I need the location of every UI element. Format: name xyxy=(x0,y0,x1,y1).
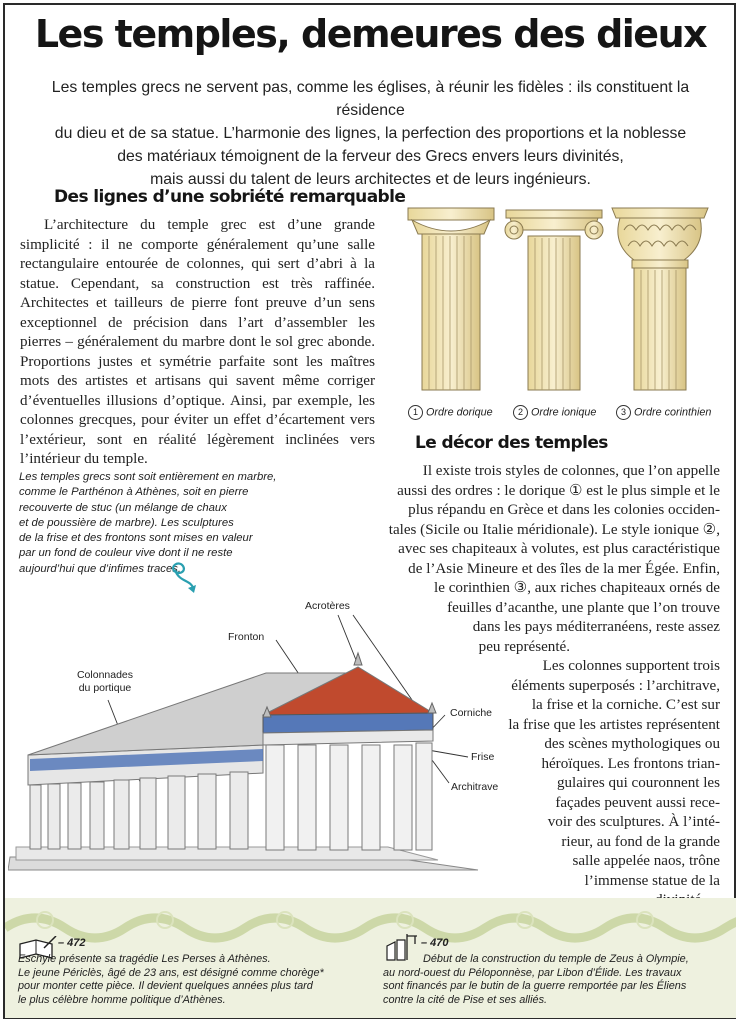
footer-right-text xyxy=(383,953,728,1008)
intro-line: du dieu et de sa statue. L’harmonie des lignes, la perfection des proportions et la noblesse xyxy=(54,125,687,142)
body-line: la frise et la corniche. C’est sur xyxy=(531,697,720,713)
body-line: le corinthien ③, aux riches chapiteaux ornés de xyxy=(434,580,720,596)
body-line: avec ses chapiteaux à volutes, est plus caractéristique xyxy=(398,541,720,557)
intro-paragraph xyxy=(22,76,719,191)
label-line: du portique xyxy=(78,682,132,694)
column-label: Ordre corinthien xyxy=(634,406,712,419)
footer-line: Le jeune Périclès, âgé de 23 ans, est désigné comme chorège* xyxy=(18,966,324,979)
footer-line: contre la cité de Pise et ses alliés. xyxy=(383,994,548,1007)
number-badge: 3 xyxy=(616,405,631,420)
section-heading-decor: Le décor des temples xyxy=(415,433,608,453)
body-line: la frise que les artistes représentent xyxy=(508,716,720,733)
body-line: des scènes mythologiques ou xyxy=(544,736,720,752)
caption-line: comme le Parthénon à Athènes, soit en pierre xyxy=(19,486,249,499)
intro-line: Les temples grecs ne servent pas, comme les églises, à réunir les fidèles : ils constituent la résidence xyxy=(51,79,690,119)
column-label: Ordre ionique xyxy=(531,406,597,419)
body-line: dans les pays méditerranéens, reste assez xyxy=(472,619,720,635)
number-badge: 1 xyxy=(408,405,423,420)
number-badge: 2 xyxy=(513,405,528,420)
footer-line: au nord-ouest du Péloponnèse, par Libon d’Élide. Les travaux xyxy=(383,966,682,979)
body-line: feuilles d’acanthe, une plante que l’on trouve xyxy=(447,599,720,616)
section-heading-lignes: Des lignes d’une sobriété remarquable xyxy=(54,187,406,207)
spiral-arrow-icon xyxy=(165,558,205,598)
footer-right-year: – 470 xyxy=(421,937,449,949)
body-line: héroïques. Les frontons trian- xyxy=(541,755,720,772)
body-line: façades peuvent aussi rece- xyxy=(555,794,720,811)
corinthian-column xyxy=(612,208,708,390)
label-corinthian xyxy=(616,405,711,420)
footer-line: sont financés par le butin de la guerre remportée par les Éliens xyxy=(383,980,687,993)
column-orders-illustration xyxy=(398,200,718,400)
label-frise: Frise xyxy=(471,751,495,763)
label-line: Colonnades xyxy=(76,669,134,681)
label-architrave: Architrave xyxy=(451,781,499,793)
label-acroteres: Acrotères xyxy=(305,600,350,612)
label-doric xyxy=(408,405,493,420)
footer-left-year: – 472 xyxy=(58,937,86,949)
section-body-lignes: L’architecture du temple grec est d’une grande simplicité : il ne comporte généralement qu’une salle rectangulaire entourée de colonnes, qui sert d’abri à la statue. Cependant, sa construction est très raffinée. Architectes et tailleurs de pierre font preuve d’un sens exceptionnel de précision dans l’art d’assembler les pierres – généralement du marbre dont le sol grec abonde. Proportions justes et symétrie parfaite sont les maîtres mots des artistes et artisans qui savent même corriger d’éventuelles illusions d’optique. Ainsi, par exemple, les colonnes grecques, pour éviter un effet d’écartement vers l’extérieur, sont en réalité légèrement inclinées vers l’intérieur du temple. xyxy=(20,217,375,467)
footer-line: pour monter cette pièce. Il devient quelques années plus tard xyxy=(18,980,313,993)
body-line: plus répandu en Grèce et dans les colonies occiden- xyxy=(408,502,720,518)
footer-left-text xyxy=(18,953,348,1008)
caption-line: Les temples grecs sont soit entièrement en marbre, xyxy=(19,471,277,483)
footer-line: Eschyle présente sa tragédie Les Perses à Athènes. xyxy=(18,953,271,965)
intro-line: mais aussi du talent de leurs architectes et de leurs ingénieurs. xyxy=(150,171,591,188)
caption-line: de la frise et des frontons sont mises en valeur xyxy=(19,532,253,545)
body-line: rieur, au fond de la grande xyxy=(561,833,720,850)
caption-line: et de poussière de marbre). Les sculptures xyxy=(19,516,234,529)
body-line: de l’Asie Mineure et des îles de la mer Égée. Enfin, xyxy=(408,560,720,577)
intro-line: des matériaux témoignent de la ferveur des Grecs envers leurs divinités, xyxy=(117,148,624,165)
caption-line: aujourd’hui que d’infimes traces. xyxy=(19,562,182,575)
body-line: gulaires qui couronnent les xyxy=(556,775,720,791)
body-line: peu représenté. xyxy=(478,638,570,655)
body-line: éléments superposés : l’architrave, xyxy=(511,677,720,694)
footer-line: Début de la construction du temple de Zeus à Olympie, xyxy=(423,953,689,965)
column-label: Ordre dorique xyxy=(426,406,493,419)
label-colonnades xyxy=(70,669,140,695)
label-corniche: Corniche xyxy=(450,707,493,719)
body-line: aussi des ordres : le dorique ① est le plus simple et le xyxy=(397,482,720,499)
body-line: salle appelée naos, trône xyxy=(572,853,720,869)
page-title: Les temples, demeures des dieux xyxy=(34,12,707,56)
label-fronton: Fronton xyxy=(228,631,265,643)
doric-column xyxy=(408,208,494,390)
body-line: l’immense statue de la xyxy=(584,872,720,889)
temple-caption xyxy=(19,470,279,577)
caption-line: recouverte de stuc (un mélange de chaux xyxy=(19,501,227,514)
ionic-column xyxy=(505,210,603,390)
footer-line: le plus célèbre homme politique d’Athènes. xyxy=(18,994,226,1007)
body-line: voir des sculptures. À l’inté- xyxy=(547,814,720,830)
body-line: Il existe trois styles de colonnes, que l’on appelle xyxy=(422,463,720,479)
body-line: tales (Sicile ou Italie méridionale). Le style ionique ②, xyxy=(388,521,720,538)
label-ionic xyxy=(513,405,596,420)
caption-line: par un fond de couleur vive dont il ne reste xyxy=(19,547,233,560)
body-line: Les colonnes supportent trois xyxy=(542,658,720,674)
